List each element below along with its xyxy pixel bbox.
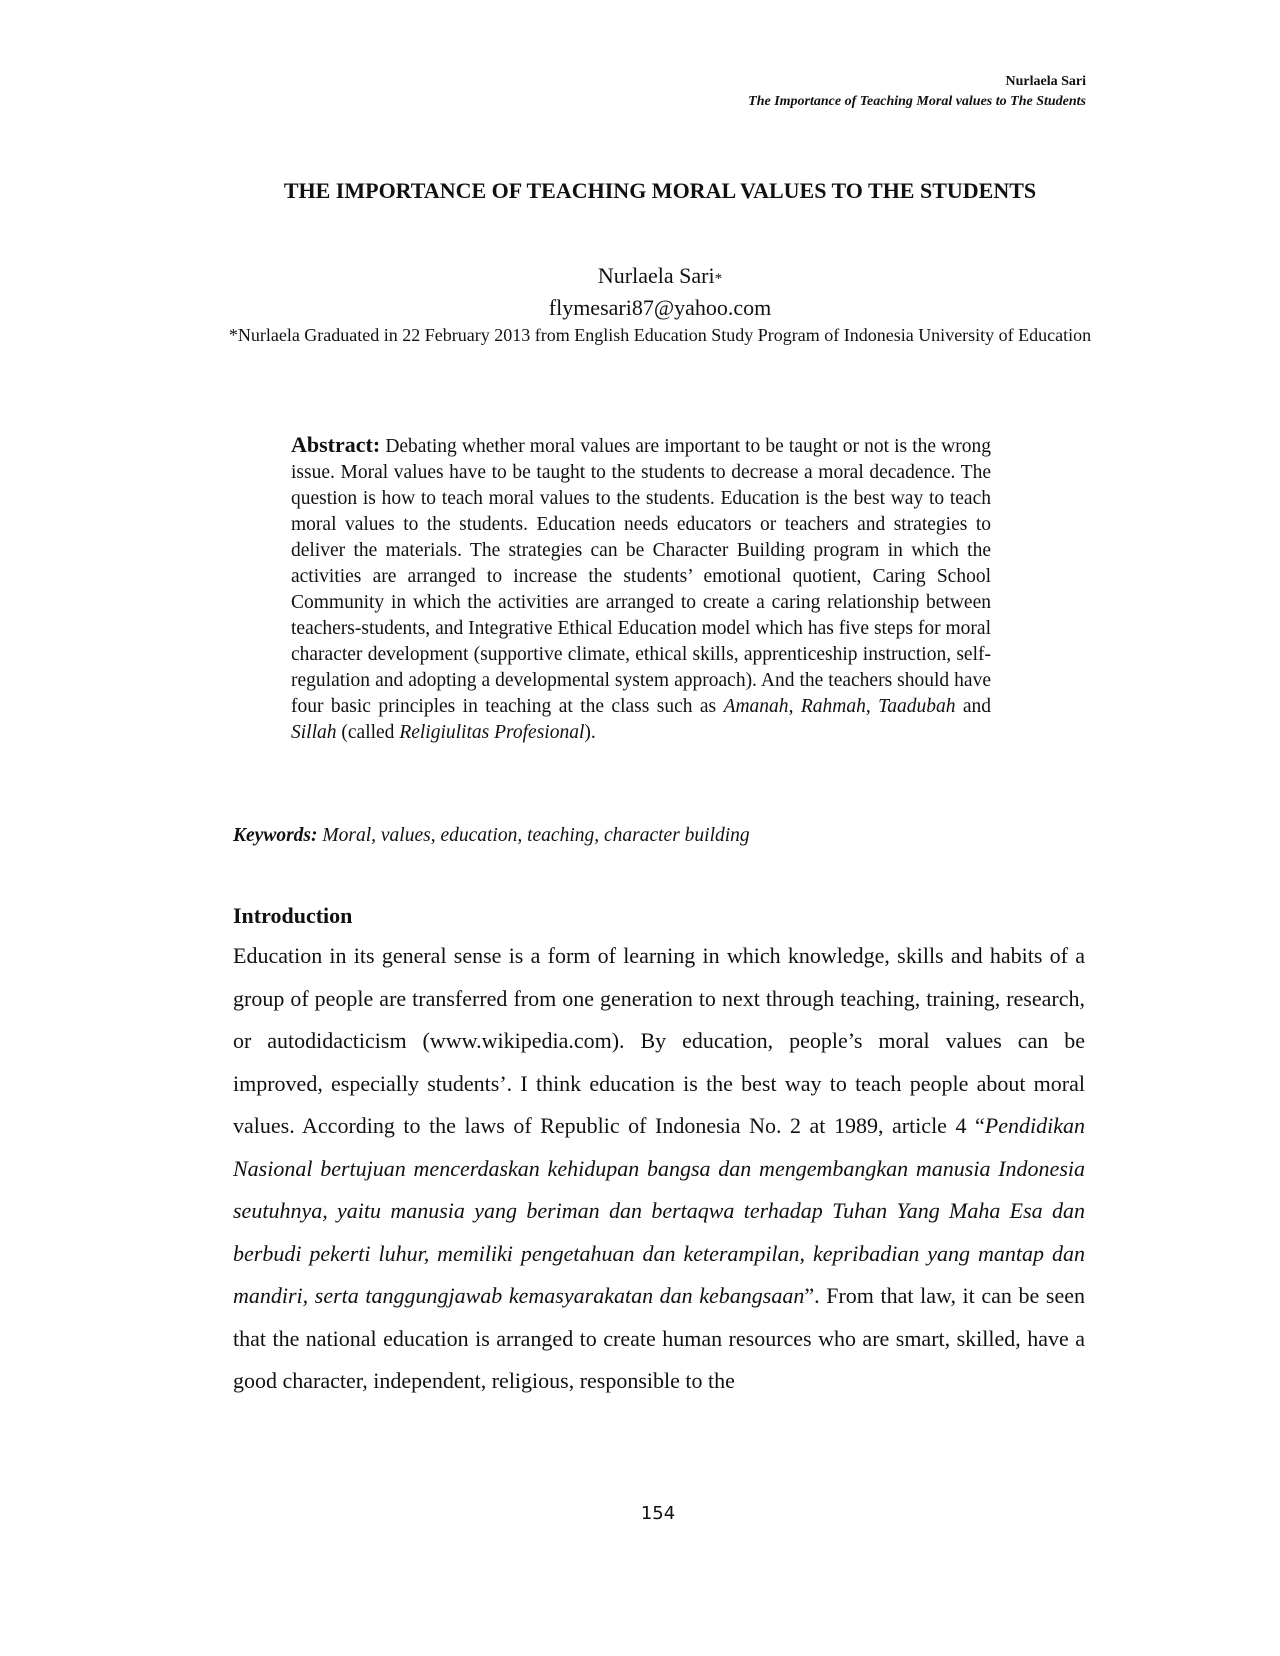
keywords-text: Moral, values, education, teaching, character building <box>322 825 750 846</box>
abstract <box>291 432 991 746</box>
author-marker: * <box>714 271 723 287</box>
running-head <box>748 72 1086 112</box>
abstract-term: Taadubah <box>878 696 956 717</box>
abstract-separator: , <box>788 696 794 717</box>
abstract-term: Religiulitas Profesional <box>399 722 585 743</box>
abstract-term: Rahmah <box>800 696 866 717</box>
introduction-text: Education in its general sense is a form of learning in which knowledge, skills and habits of a group of people are transferred from one generation to next through teaching, training, research, or autodidacticism (www.wikipedia.com). By education, people’s moral values can be improved, especially students’. I think education is the best way to teach people about moral values. According to the laws of Republic of Indonesia No. 2 at 1989, article 4 “ <box>233 943 1085 1138</box>
abstract-separator: (called <box>341 722 395 743</box>
paper-title: THE IMPORTANCE OF TEACHING MORAL VALUES TO THE STUDENTS <box>283 178 1037 203</box>
section-heading-introduction: Introduction <box>233 903 353 928</box>
abstract-label: Abstract: <box>291 432 381 457</box>
author-affiliation: *Nurlaela Graduated in 22 February 2013 from English Education Study Program of Indonesia University of Education <box>228 325 1092 345</box>
author-name: Nurlaela Sari <box>597 263 715 288</box>
abstract-separator: , <box>865 696 871 717</box>
introduction-paragraph <box>233 935 1085 1403</box>
introduction-text-continued: ”. From that law, it can be seen that the national education is arranged to create human resources who are smart, skilled, have a good character, independent, religious, responsible to the <box>233 1283 1085 1393</box>
keywords <box>233 823 750 849</box>
running-head-title: The Importance of Teaching Moral values to The Students <box>748 94 1086 109</box>
abstract-term: Sillah <box>291 722 337 743</box>
abstract-end: ). <box>584 722 596 743</box>
keywords-label: Keywords: <box>233 825 318 846</box>
author-block <box>180 262 1140 348</box>
author-name-line <box>180 262 1140 293</box>
abstract-separator: and <box>962 696 992 717</box>
author-email: flymesari87@yahoo.com <box>548 295 772 320</box>
running-head-author: Nurlaela Sari <box>1005 74 1086 89</box>
abstract-body: Debating whether moral values are important to be taught or not is the wrong issue. Moral values have to be taught to the students to decrease a moral decadence. The question is how to teach moral values to the students. Education is the best way to teach moral values to the students. Education needs educators or teachers and strategies to deliver the materials. The strategies can be Character Building program in which the activities are arranged to increase the students’ emotional quotient, Caring School Community in which the activities are arranged to create a caring relationship between teachers-students, and Integrative Ethical Education model which has five steps for moral character development (supportive climate, ethical skills, apprenticeship instruction, self-regulation and adopting a developmental system approach). And the teachers should have four basic principles in teaching at the class such as <box>291 436 991 717</box>
abstract-term: Amanah <box>723 696 789 717</box>
introduction-quote: Pendidikan Nasional bertujuan mencerdaskan kehidupan bangsa dan mengembangkan manusia Indonesia seutuhnya, yaitu manusia yang beriman dan bertaqwa terhadap Tuhan Yang Maha Esa dan berbudi pekerti luhur, memiliki pengetahuan dan keterampilan, kepribadian yang mantap dan mandiri, serta tanggungjawab kemasyarakatan dan kebangsaan <box>233 1113 1085 1308</box>
page-number: 154 <box>640 1503 676 1524</box>
